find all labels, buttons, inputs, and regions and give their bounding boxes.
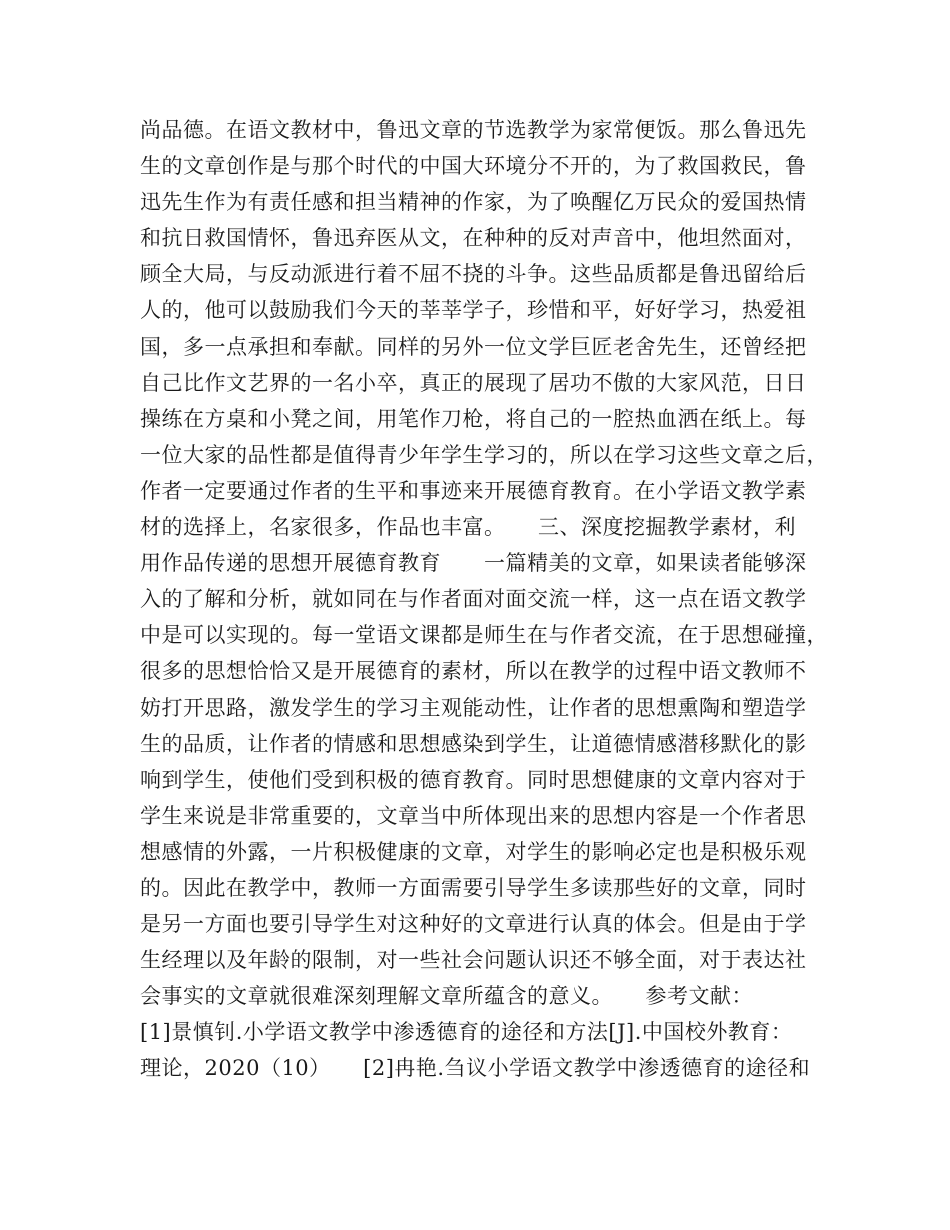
- text-line: 会事实的文章就很难深刻理解文章所蕴含的意义。 参考文献：: [140, 984, 753, 1009]
- text-line: 的。因此在教学中，教师一方面需要引导学生多读那些好的文章，同时: [140, 875, 807, 900]
- text-line: 响到学生，使他们受到积极的德育教育。同时思想健康的文章内容对于: [140, 767, 807, 792]
- text-line: 想感情的外露，一片积极健康的文章，对学生的影响必定也是积极乐观: [140, 839, 807, 864]
- text-line: 和抗日救国情怀，鲁迅弃医从文，在种种的反对声音中，他坦然面对，: [140, 226, 807, 251]
- text-line: 很多的思想恰恰又是开展德育的素材，所以在教学的过程中语文教师不: [140, 659, 807, 684]
- text-line: 生经理以及年龄的限制，对一些社会问题认识还不够全面，对于表达社: [140, 948, 807, 973]
- text-line: 操练在方桌和小凳之间，用笔作刀枪，将自己的一腔热血洒在纸上。每: [140, 406, 807, 431]
- reference-line: [1]景慎钊.小学语文教学中渗透德育的途径和方法[J].中国校外教育：: [140, 1020, 793, 1045]
- text-line: 人的，他可以鼓励我们今天的莘莘学子，珍惜和平，好好学习，热爱祖: [140, 298, 807, 323]
- text-line: 生的品质，让作者的情感和思想感染到学生，让道德情感潜移默化的影: [140, 731, 807, 756]
- body-text: [140, 112, 830, 1087]
- text-line: 一位大家的品性都是值得青少年学生学习的，所以在学习这些文章之后，: [140, 442, 828, 467]
- text-line: 作者一定要通过作者的生平和事迹来开展德育教育。在小学语文教学素: [140, 478, 807, 503]
- text-line: 是另一方面也要引导学生对这种好的文章进行认真的体会。但是由于学: [140, 912, 807, 937]
- text-line: 迅先生作为有责任感和担当精神的作家，为了唤醒亿万民众的爱国热情: [140, 190, 807, 215]
- text-line: 学生来说是非常重要的，文章当中所体现出来的思想内容是一个作者思: [140, 803, 807, 828]
- text-line: 入的了解和分析，就如同在与作者面对面交流一样，这一点在语文教学: [140, 587, 807, 612]
- text-line: 顾全大局，与反动派进行着不屈不挠的斗争。这些品质都是鲁迅留给后: [140, 262, 807, 287]
- text-line: 中是可以实现的。每一堂语文课都是师生在与作者交流，在于思想碰撞，: [140, 623, 828, 648]
- text-line: 材的选择上，名家很多，作品也丰富。 三、深度挖掘教学素材，利: [140, 515, 796, 540]
- text-line: 用作品传递的思想开展德育教育 一篇精美的文章，如果读者能够深: [140, 551, 807, 576]
- text-line: 妨打开思路，激发学生的学习主观能动性，让作者的思想熏陶和塑造学: [140, 695, 807, 720]
- text-line: 生的文章创作是与那个时代的中国大环境分不开的，为了救国救民，鲁: [140, 154, 807, 179]
- text-line: 尚品德。在语文教材中，鲁迅文章的节选教学为家常便饭。那么鲁迅先: [140, 118, 807, 142]
- reference-line: 理论，2020（10） [2]冉艳.刍议小学语文教学中渗透德育的途径和: [140, 1056, 811, 1081]
- text-line: 自己比作文艺界的一名小卒，真正的展现了居功不傲的大家风范，日日: [140, 370, 807, 395]
- text-line: 国，多一点承担和奉献。同样的另外一位文学巨匠老舍先生，还曾经把: [140, 334, 807, 359]
